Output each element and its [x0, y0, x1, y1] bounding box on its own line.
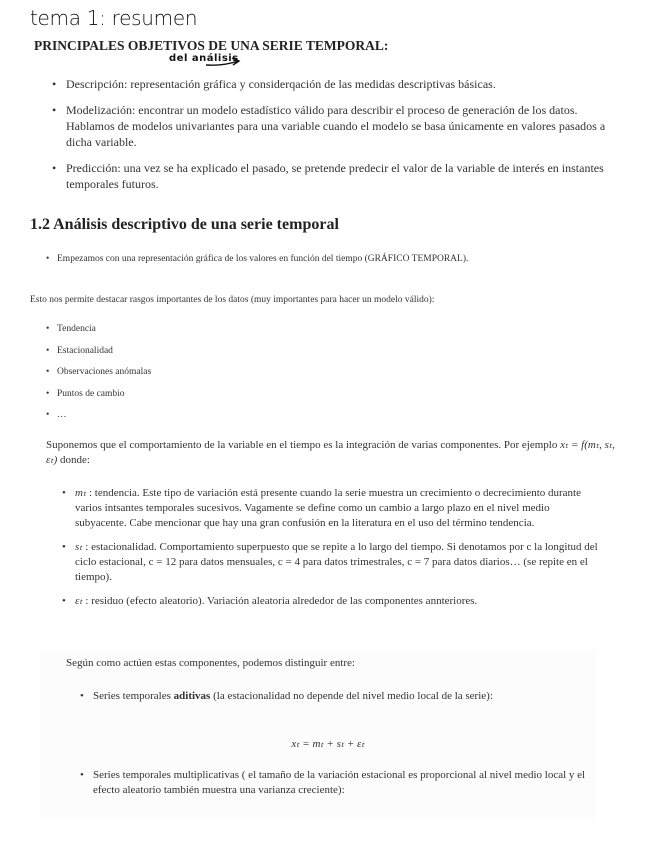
series-types-intro: Según como actúen estas componentes, podemos distinguir entre: — [66, 657, 355, 669]
list-item — [75, 540, 599, 585]
objective-item: • Predicción: una vez se ha explicado el pasado, se pretende predecir el valor de la variable de interés en instantes temporales futuros. — [66, 160, 626, 192]
paragraph-text: donde: — [57, 454, 90, 466]
handwritten-note: del análisis — [169, 53, 239, 64]
list-item — [75, 594, 599, 609]
objective-item: • Descripción: representación gráfica y considerqación de las medidas descriptivas básicas. — [66, 76, 626, 92]
list-item: • Series temporales multiplicativas ( el tamaño de la variación estacional es proporcional al nivel medio local y el efecto aleatorio también muestra una varianza creciente): — [93, 768, 603, 798]
main-heading: PRINCIPALES OBJETIVOS DE UNA SERIE TEMPORAL: — [34, 38, 389, 53]
paragraph-text: Suponemos que el comportamiento de la variable en el tiempo es la integración de varias componentes. Por ejemplo — [46, 439, 561, 451]
component-symbol: εₜ — [75, 595, 83, 607]
list-item: • Observaciones anómalas — [57, 366, 151, 379]
component-text: : residuo (efecto aleatorio). Variación aleatoria alrededor de las componentes annteriores. — [82, 595, 478, 607]
additive-formula: xₜ = mₜ + sₜ + εₜ — [291, 738, 365, 750]
section-title: 1.2 Análisis descriptivo de una serie temporal — [30, 216, 339, 233]
handwritten-arrow-icon — [204, 53, 244, 73]
list-item: • Puntos de cambio — [57, 388, 151, 401]
list-item: • Estacionalidad — [57, 345, 151, 358]
item-text: (la estacionalidad no depende del nivel medio local de la serie): — [210, 690, 493, 702]
list-item: • Tendencia — [57, 323, 151, 336]
objective-item: • Modelización: encontrar un modelo estadístico válido para describir el proceso de generación de los datos. Hablamos de modelos univariantes para una variable cuando el modelo se basa únicamente en valores pasados a dicha variable. — [66, 102, 626, 150]
list-item — [93, 689, 603, 704]
features-list — [57, 323, 151, 431]
objectives-list — [66, 76, 626, 202]
item-bold-text: aditivas — [173, 690, 211, 702]
series-additive-list — [93, 689, 603, 704]
list-item: • Empezamos con una representación gráfica de los valores en función del tiempo (GRÁFICO TEMPORAL). — [57, 253, 527, 266]
list-item — [75, 486, 599, 531]
inline-formula: xₜ = f(mₜ, sₜ, εₜ) — [46, 439, 615, 466]
item-text: Series temporales — [93, 690, 174, 702]
component-symbol: mₜ — [75, 487, 87, 499]
list-item: • … — [57, 409, 151, 422]
component-text: : estacionalidad. Comportamiento superpuesto que se repite a lo largo del tiempo. Si denotamos por c la longitud del ciclo estacional, c = 12 para datos mensuales, c = 4 para datos trimestrales, c = 7 para datos diarios… (se repite en el tiempo). — [75, 541, 598, 583]
components-paragraph — [46, 438, 616, 468]
component-text: : tendencia. Este tipo de variación está presente cuando la serie muestra un crecimiento o decrecimiento durante varios intsantes temporales sucesivos. Vagamente se define como un cambio a largo plazo en el nivel medio subyacente. Cabe mencionar que hay una gran confusión en la literatura en el uso del término tendencia. — [75, 487, 581, 529]
component-symbol: sₜ — [75, 541, 83, 553]
components-list — [75, 486, 599, 618]
intro-bullet-list — [57, 253, 527, 266]
series-multiplicative-list — [93, 768, 603, 798]
handwritten-title: tema 1: resumen — [30, 6, 198, 30]
features-intro: Esto nos permite destacar rasgos importantes de los datos (muy importantes para hacer un modelo válido): — [30, 295, 435, 305]
